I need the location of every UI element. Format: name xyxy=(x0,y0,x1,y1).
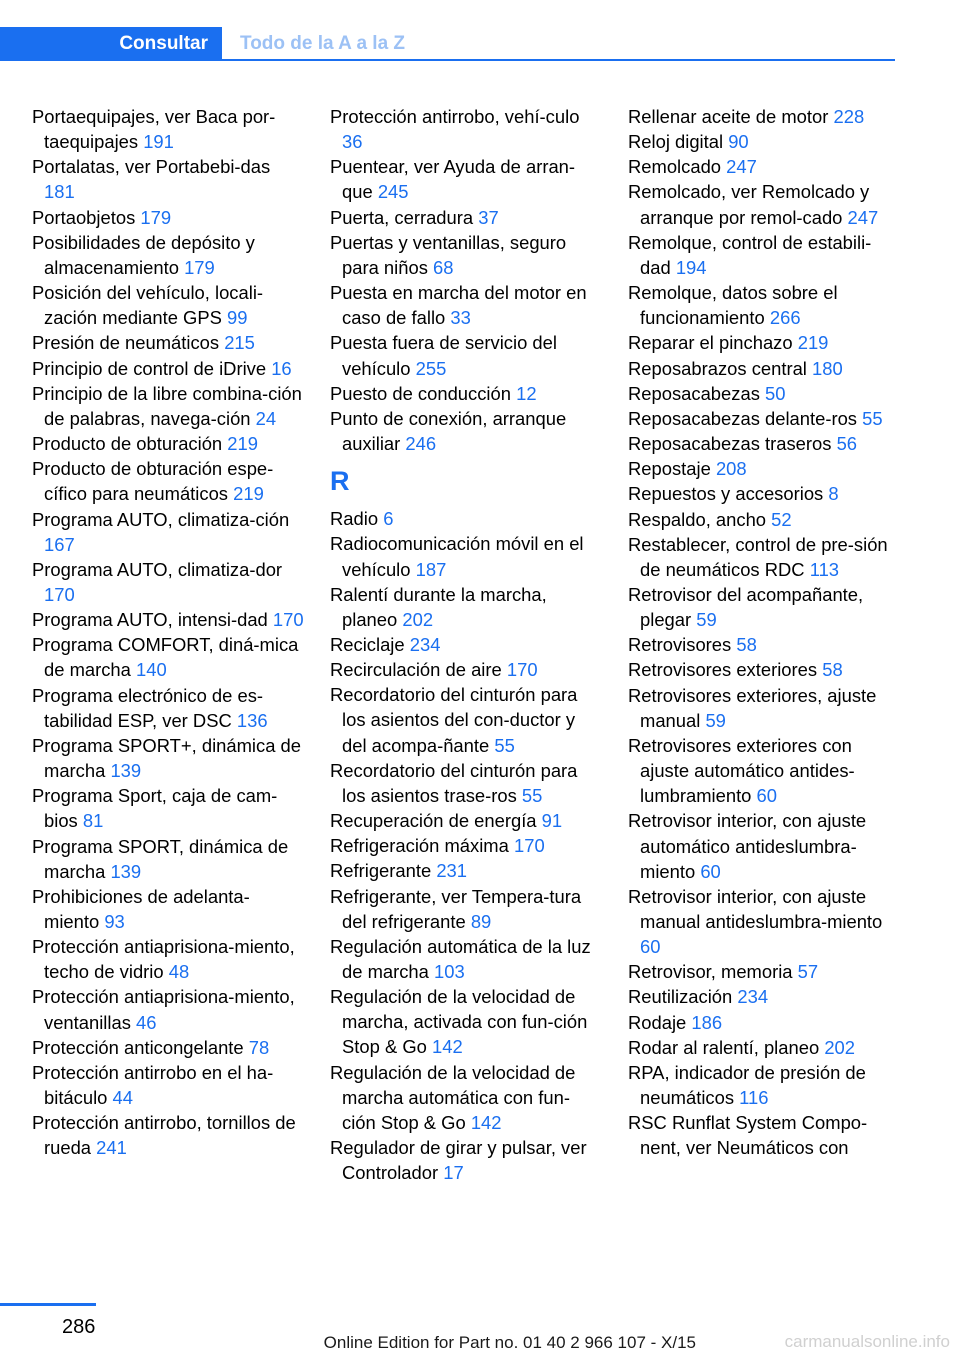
index-entry xyxy=(330,858,602,883)
page-link[interactable]: 24 xyxy=(255,407,277,429)
index-entry-text: Refrigerante, ver Tempera‐tura del refrigerante xyxy=(330,885,582,932)
index-entry xyxy=(32,834,304,884)
index-entry-text: Retrovisor del acompañante, plegar xyxy=(628,583,864,631)
page-link[interactable]: 57 xyxy=(797,961,819,983)
footer-edition-text: Online Edition for Part no. 01 40 2 966 107 - X/15 xyxy=(323,1333,696,1352)
page-link[interactable]: 181 xyxy=(44,181,75,203)
page-link[interactable]: 36 xyxy=(342,131,363,153)
index-entry-text: Regulador de girar y pulsar, ver Controlador xyxy=(330,1137,587,1184)
index-entry-text: Reposacabezas delante‐ros xyxy=(628,407,858,429)
index-entry-text: Posibilidades de depósito y almacenamiento xyxy=(32,231,255,278)
index-entry-text: Recuperación de energía xyxy=(330,810,537,832)
index-entry-text: Portaobjetos xyxy=(32,206,136,228)
page-link[interactable]: 208 xyxy=(715,458,747,480)
index-column-3 xyxy=(628,104,898,1161)
page-link[interactable]: 170 xyxy=(514,835,545,857)
page-link[interactable]: 60 xyxy=(700,860,721,882)
page-link[interactable]: 219 xyxy=(227,433,258,455)
index-entry-text: Producto de obturación espe‐cífico para neumáticos xyxy=(32,458,274,505)
page-number-rule xyxy=(0,1303,96,1306)
index-entry-text: Reparar el pinchazo xyxy=(628,332,793,354)
index-entry xyxy=(628,481,898,506)
page-link[interactable]: 142 xyxy=(431,1036,463,1058)
index-entry xyxy=(628,406,898,431)
page-link[interactable]: 241 xyxy=(96,1137,127,1159)
index-entry-text: Retrovisor, memoria xyxy=(628,961,793,983)
index-entry-text: Repuestos y accesorios xyxy=(628,483,824,505)
index-entry-text: Regulación de la velocidad de marcha, activada con fun‐ción Stop & Go xyxy=(330,986,588,1058)
index-entry-text: Prohibiciones de adelanta‐miento xyxy=(32,885,250,932)
index-entry-text: Posición del vehículo, locali‐zación mediante GPS xyxy=(32,282,264,329)
index-entry xyxy=(330,205,602,230)
index-entry-text: Rodaje xyxy=(628,1011,687,1033)
index-entry-text: Remolcado, ver Remolcado y arranque por remol‐cado xyxy=(628,181,870,228)
index-entry xyxy=(32,154,304,204)
index-entry-text: Radio xyxy=(330,508,379,530)
index-entry xyxy=(330,884,602,934)
index-entry xyxy=(32,507,304,557)
index-entry xyxy=(32,381,304,431)
index-entry xyxy=(330,1060,602,1135)
index-entry xyxy=(330,280,602,330)
index-entry xyxy=(628,582,898,632)
page-link[interactable]: 81 xyxy=(82,810,104,832)
page-link[interactable]: 55 xyxy=(521,784,543,806)
index-entry xyxy=(628,1010,898,1035)
page-link[interactable]: 170 xyxy=(506,659,538,681)
index-entry xyxy=(628,1110,898,1160)
index-entry xyxy=(32,330,304,355)
index-entry xyxy=(628,657,898,682)
index-entry xyxy=(330,682,602,757)
index-entry xyxy=(628,129,898,154)
index-entry-text: Principio de la libre combina‐ción de palabras, navega‐ción xyxy=(32,382,302,429)
index-entry xyxy=(330,808,602,833)
index-entry xyxy=(32,683,304,733)
index-entry xyxy=(32,884,304,934)
page-link[interactable]: 93 xyxy=(104,911,125,932)
index-entry-text: Recirculación de aire xyxy=(330,659,502,681)
tab-todo-a-z[interactable]: Todo de la A a la Z xyxy=(240,33,406,54)
page-link[interactable]: 12 xyxy=(516,382,537,404)
page-link[interactable]: 231 xyxy=(436,860,468,882)
index-entry-text: Regulación automática de la luz de marcha xyxy=(330,935,591,982)
index-entry xyxy=(32,205,304,230)
index-entry-text: Presión de neumáticos xyxy=(32,332,220,354)
page-link[interactable]: 46 xyxy=(136,1011,157,1033)
page-link[interactable]: 103 xyxy=(434,961,465,982)
index-entry-text: Producto de obturación xyxy=(32,433,223,455)
page-link[interactable]: 33 xyxy=(450,307,471,329)
index-entry xyxy=(628,507,898,532)
page-link[interactable]: 90 xyxy=(728,131,749,153)
index-entry xyxy=(32,104,304,154)
page-link[interactable]: 170 xyxy=(272,609,304,631)
page-link[interactable]: 266 xyxy=(769,307,801,329)
index-entry xyxy=(628,733,898,808)
page-link[interactable]: 99 xyxy=(227,307,248,329)
page-link[interactable]: 44 xyxy=(112,1087,133,1109)
page-link[interactable]: 59 xyxy=(696,609,717,631)
index-entry-text: Programa Sport, caja de cam‐bios xyxy=(32,785,278,832)
index-entry xyxy=(628,356,898,381)
page-link[interactable]: 113 xyxy=(809,558,840,580)
index-entry-text: Punto de conexión, arranque auxiliar xyxy=(330,407,567,455)
index-entry xyxy=(628,179,898,229)
page-link[interactable]: 234 xyxy=(409,633,441,655)
index-entry xyxy=(32,733,304,783)
index-entry xyxy=(628,959,898,984)
index-entry-text: Programa AUTO, climatiza‐dor xyxy=(32,558,283,580)
index-entry-text: Principio de control de iDrive xyxy=(32,357,267,379)
index-entry-text: Reposacabezas traseros xyxy=(628,433,832,455)
page-link[interactable]: 194 xyxy=(675,256,707,278)
page-link[interactable]: 139 xyxy=(110,760,142,782)
index-entry-text: Retrovisores xyxy=(628,634,732,656)
index-entry-text: Respaldo, ancho xyxy=(628,508,767,530)
index-entry xyxy=(330,381,602,406)
index-entry xyxy=(628,456,898,481)
page-link[interactable]: 59 xyxy=(705,709,726,731)
index-entry-text: Remolcado xyxy=(628,156,722,178)
index-entry-text: Puesta fuera de servicio del vehículo xyxy=(330,332,557,379)
index-entry xyxy=(628,808,898,883)
index-entry xyxy=(330,1135,602,1185)
page-link[interactable]: 140 xyxy=(136,659,167,681)
page-link[interactable]: 136 xyxy=(236,709,268,731)
index-entry-text: Programa electrónico de es‐tabilidad ESP, ver DSC xyxy=(32,684,264,731)
index-entry xyxy=(628,683,898,733)
index-entry xyxy=(32,1110,304,1160)
index-entry-text: Repostaje xyxy=(628,458,711,480)
index-entry-text: Reposacabezas xyxy=(628,382,760,404)
tab-consultar[interactable]: Consultar xyxy=(0,27,222,61)
index-entry-text: Protección antirrobo, vehí‐culo xyxy=(330,106,580,127)
page-number: 286 xyxy=(62,1316,96,1338)
page-link[interactable]: 255 xyxy=(415,357,447,379)
index-entry-text: Rodar al ralentí, planeo xyxy=(628,1036,820,1058)
page-link[interactable]: 167 xyxy=(44,533,75,555)
page-link[interactable]: 8 xyxy=(828,483,839,505)
page-link[interactable]: 60 xyxy=(756,785,778,807)
index-entry-text: Protección antiaprisiona‐miento, techo de vidrio xyxy=(32,936,295,983)
index-entry xyxy=(330,657,602,682)
index-entry-text: Programa COMFORT, diná‐mica de marcha xyxy=(32,634,299,681)
page-link[interactable]: 219 xyxy=(233,483,264,505)
index-entry xyxy=(628,1060,898,1110)
index-entry-text: Puesta en marcha del motor en caso de fallo xyxy=(330,282,587,329)
index-entry xyxy=(32,557,304,607)
index-entry-text: RSC Runflat System Compo‐nent, ver Neumáticos con xyxy=(628,1112,868,1159)
index-entry xyxy=(32,1060,304,1110)
index-entry xyxy=(330,104,602,154)
page-link[interactable]: 56 xyxy=(836,433,858,455)
page-link[interactable]: 170 xyxy=(44,583,75,605)
page-link[interactable]: 202 xyxy=(824,1036,855,1058)
index-entry-text: Retrovisores exteriores, ajuste manual xyxy=(628,684,877,731)
index-entry-text: Regulación de la velocidad de marcha automática con fun‐ción Stop & Go xyxy=(330,1061,576,1133)
page-link[interactable]: 68 xyxy=(433,256,454,278)
index-entry-text: Remolque, control de estabili‐dad xyxy=(628,231,872,278)
index-entry-text: Puesto de conducción xyxy=(330,382,511,404)
page-link[interactable]: 139 xyxy=(110,860,142,882)
page-link[interactable]: 17 xyxy=(443,1162,464,1184)
page-link[interactable]: 116 xyxy=(739,1087,769,1109)
index-entry xyxy=(628,532,898,582)
index-entry xyxy=(330,582,602,632)
index-entry-text: Remolque, datos sobre el funcionamiento xyxy=(628,282,838,329)
index-entry-text: Refrigerante xyxy=(330,860,432,882)
index-entry xyxy=(32,984,304,1034)
index-entry xyxy=(330,632,602,657)
index-entry xyxy=(330,230,602,280)
index-entry xyxy=(628,381,898,406)
index-entry xyxy=(330,934,602,984)
index-entry-text: Protección antirrobo, tornillos de rueda xyxy=(32,1112,296,1159)
index-entry-text: Portalatas, ver Portabebi‐das xyxy=(32,156,271,178)
index-entry-text: Protección antirrobo en el ha‐bitáculo xyxy=(32,1061,274,1109)
index-entry xyxy=(32,632,304,682)
page-link[interactable]: 52 xyxy=(771,508,792,530)
watermark: carmanualsonline.info xyxy=(784,1332,950,1351)
page-link[interactable]: 55 xyxy=(862,407,883,429)
index-entry-text: Puentear, ver Ayuda de arran‐que xyxy=(330,156,576,203)
index-entry xyxy=(628,1035,898,1060)
index-entry xyxy=(330,758,602,808)
page-link[interactable]: 50 xyxy=(765,382,786,404)
index-entry-text: Programa AUTO, intensi‐dad xyxy=(32,609,268,631)
index-entry xyxy=(32,456,304,506)
index-entry xyxy=(32,934,304,984)
page-link[interactable]: 58 xyxy=(736,634,757,656)
index-entry xyxy=(330,531,602,581)
page-link[interactable]: 16 xyxy=(271,357,292,379)
index-entry xyxy=(330,833,602,858)
index-entry xyxy=(628,230,898,280)
index-entry-text: Retrovisores exteriores xyxy=(628,659,818,681)
index-entry-text: Programa SPORT, dinámica de marcha xyxy=(32,835,289,882)
page-link[interactable]: 89 xyxy=(470,910,492,932)
page-link[interactable]: 6 xyxy=(383,508,394,530)
index-entry xyxy=(628,984,898,1009)
index-entry-text: Reloj digital xyxy=(628,131,724,153)
index-entry-text: Programa AUTO, climatiza‐ción xyxy=(32,508,290,530)
index-entry-text: Reutilización xyxy=(628,986,733,1008)
index-entry xyxy=(628,884,898,959)
page-link[interactable]: 91 xyxy=(541,810,563,832)
index-entry-text: Recordatorio del cinturón para los asientos del con‐ductor y del acompa‐ñante xyxy=(330,684,578,756)
page-link[interactable]: 228 xyxy=(833,106,865,127)
index-entry-text: Puertas y ventanillas, seguro para niños xyxy=(330,231,567,278)
page-link[interactable]: 58 xyxy=(822,659,843,681)
index-entry-text: RPA, indicador de presión de neumáticos xyxy=(628,1061,866,1109)
page-link[interactable]: 247 xyxy=(726,156,757,178)
index-entry xyxy=(628,154,898,179)
page-link[interactable]: 180 xyxy=(812,357,843,379)
index-entry xyxy=(330,406,602,456)
index-entry-text: Recordatorio del cinturón para los asientos trase‐ros xyxy=(330,759,578,806)
index-entry xyxy=(330,984,602,1059)
section-letter: R xyxy=(330,466,350,497)
index-entry xyxy=(32,1035,304,1060)
index-entry-text: Protección antiaprisiona‐miento, ventanillas xyxy=(32,986,295,1033)
index-entry-text: Restablecer, control de pre‐sión de neumáticos RDC xyxy=(628,533,888,580)
index-entry-text: Refrigeración máxima xyxy=(330,835,509,857)
index-entry xyxy=(628,330,898,355)
index-entry xyxy=(330,154,602,204)
page-link[interactable]: 191 xyxy=(143,131,174,153)
page-link[interactable]: 202 xyxy=(402,608,434,630)
page-link[interactable]: 247 xyxy=(847,206,879,228)
index-entry-text: Puerta, cerradura xyxy=(330,206,474,228)
index-entry-text: Reposabrazos central xyxy=(628,357,807,379)
page-link[interactable]: 142 xyxy=(470,1111,502,1133)
index-column-1 xyxy=(32,104,304,1161)
index-entry-text: Rellenar aceite de motor xyxy=(628,106,829,127)
page-link[interactable]: 215 xyxy=(224,332,255,354)
page-link[interactable]: 246 xyxy=(405,433,437,455)
page-link[interactable]: 245 xyxy=(377,181,409,203)
index-entry xyxy=(32,356,304,381)
header-bar xyxy=(0,27,895,61)
index-entry-text: Retrovisor interior, con ajuste automático antideslumbra‐miento xyxy=(628,810,867,882)
index-entry-text: Ralentí durante la marcha, planeo xyxy=(330,583,547,630)
index-entry-text: Programa SPORT+, dinámica de marcha xyxy=(32,734,301,782)
page-link[interactable]: 55 xyxy=(494,734,515,756)
page-link[interactable]: 186 xyxy=(691,1011,723,1033)
index-entry xyxy=(330,506,602,531)
page-link[interactable]: 37 xyxy=(478,206,499,228)
page-link[interactable]: 234 xyxy=(737,986,769,1008)
page-link[interactable]: 179 xyxy=(140,206,172,228)
page-link[interactable]: 60 xyxy=(640,936,661,958)
index-entry xyxy=(628,632,898,657)
page-link[interactable]: 179 xyxy=(184,256,215,278)
index-entry-text: Radiocomunicación móvil en el vehículo xyxy=(330,533,584,580)
index-entry xyxy=(32,230,304,280)
index-entry-text: Protección anticongelante xyxy=(32,1036,244,1058)
index-entry xyxy=(330,330,602,380)
index-entry xyxy=(628,280,898,330)
page-link[interactable]: 78 xyxy=(248,1036,270,1058)
index-entry-text: Retrovisor interior, con ajuste manual antideslumbra‐miento xyxy=(628,885,883,932)
index-entry xyxy=(628,104,898,129)
page-link[interactable]: 219 xyxy=(797,332,829,354)
page-link[interactable]: 48 xyxy=(168,961,190,983)
index-entry-text: Reciclaje xyxy=(330,633,405,655)
index-entry-text: Portaequipajes, ver Baca por‐taequipajes xyxy=(32,106,276,153)
index-entry-text: Retrovisores exteriores con ajuste automático antides‐lumbramiento xyxy=(628,734,855,807)
index-entry xyxy=(32,607,304,632)
page-link[interactable]: 187 xyxy=(415,558,447,580)
index-entry xyxy=(32,431,304,456)
index-entry xyxy=(32,280,304,330)
index-entry xyxy=(32,783,304,833)
index-entry xyxy=(628,431,898,456)
index-column-2 xyxy=(330,104,602,1185)
